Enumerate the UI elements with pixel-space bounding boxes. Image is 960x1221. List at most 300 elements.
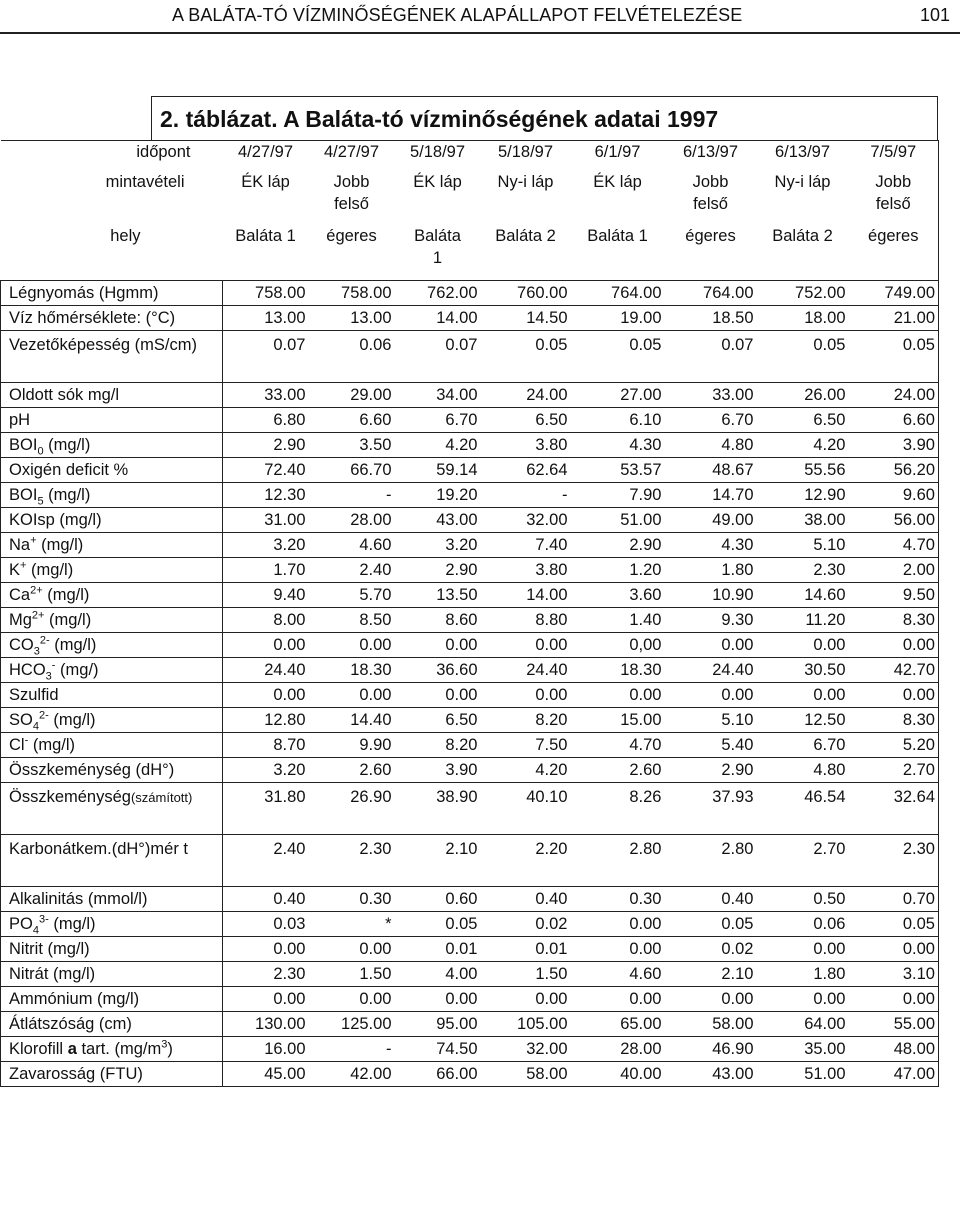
table-cell: 2.40 bbox=[309, 558, 395, 583]
table-cell: 0.05 bbox=[849, 331, 939, 383]
table-row bbox=[1, 508, 939, 533]
header-cell bbox=[223, 225, 309, 281]
table-row bbox=[1, 281, 939, 306]
table-cell: 21.00 bbox=[849, 306, 939, 331]
table-cell: 18.30 bbox=[309, 658, 395, 683]
header-cell bbox=[395, 141, 481, 171]
table-cell: 24.00 bbox=[481, 383, 571, 408]
table-cell: 6.70 bbox=[757, 733, 849, 758]
row-label: Átlátszóság (cm) bbox=[1, 1012, 223, 1037]
table-cell: 749.00 bbox=[849, 281, 939, 306]
table-row bbox=[1, 733, 939, 758]
header-cell bbox=[665, 171, 757, 225]
table-cell: 3.80 bbox=[481, 433, 571, 458]
table-cell: 0.05 bbox=[481, 331, 571, 383]
header-cell-line: ÉK láp bbox=[593, 172, 642, 191]
table-cell: 4.20 bbox=[757, 433, 849, 458]
table-cell: 19.00 bbox=[571, 306, 665, 331]
table-cell: 6.50 bbox=[481, 408, 571, 433]
table-cell: 34.00 bbox=[395, 383, 481, 408]
row-label: Cl- (mg/l) bbox=[1, 733, 223, 758]
row-label: Na+ (mg/l) bbox=[1, 533, 223, 558]
header-cell bbox=[571, 141, 665, 171]
header-cell-line: 4/27/97 bbox=[237, 143, 294, 161]
table-cell: 105.00 bbox=[481, 1012, 571, 1037]
row-label: Nitrát (mg/l) bbox=[1, 962, 223, 987]
table-cell: 12.30 bbox=[223, 483, 309, 508]
header-cell bbox=[481, 141, 571, 171]
table-cell: 0.00 bbox=[571, 683, 665, 708]
table-row bbox=[1, 887, 939, 912]
table-cell: 8.50 bbox=[309, 608, 395, 633]
table-cell: 37.93 bbox=[665, 783, 757, 835]
header-cell-line: felső bbox=[875, 194, 911, 213]
header-cell-line: Ny-i láp bbox=[497, 172, 554, 191]
table-cell: 2.90 bbox=[223, 433, 309, 458]
table-cell: 0.00 bbox=[481, 633, 571, 658]
table-cell: * bbox=[309, 912, 395, 937]
table-cell: 66.00 bbox=[395, 1062, 481, 1087]
table-cell: 0.00 bbox=[849, 633, 939, 658]
table-row bbox=[1, 533, 939, 558]
table-cell: 13.00 bbox=[223, 306, 309, 331]
table-cell: 0.00 bbox=[223, 937, 309, 962]
table-cell: 32.00 bbox=[481, 508, 571, 533]
table-cell: 0.06 bbox=[309, 331, 395, 383]
table-cell: 4.20 bbox=[395, 433, 481, 458]
row-label: $PO_4^{3-}$ (mg/l) bbox=[1, 912, 223, 937]
table-cell: 758.00 bbox=[223, 281, 309, 306]
table-cell: 764.00 bbox=[571, 281, 665, 306]
table-cell: 5.40 bbox=[665, 733, 757, 758]
table-cell: 0.00 bbox=[571, 987, 665, 1012]
table-cell: 0.03 bbox=[223, 912, 309, 937]
running-head bbox=[0, 0, 960, 34]
table-cell: 42.70 bbox=[849, 658, 939, 683]
table-row bbox=[1, 483, 939, 508]
table-cell: 0.00 bbox=[849, 937, 939, 962]
header-row-label: hely bbox=[110, 226, 141, 245]
table-row bbox=[1, 558, 939, 583]
table-cell: 764.00 bbox=[665, 281, 757, 306]
row-label: Alkalinitás (mmol/l) bbox=[1, 887, 223, 912]
table-cell: 0,00 bbox=[571, 633, 665, 658]
table-cell: 2.10 bbox=[395, 835, 481, 887]
header-cell bbox=[309, 225, 395, 281]
table-cell: 0.00 bbox=[309, 937, 395, 962]
table-cell: 2.90 bbox=[665, 758, 757, 783]
table-cell: 8.80 bbox=[481, 608, 571, 633]
table-cell: 2.30 bbox=[223, 962, 309, 987]
table-cell: 48.00 bbox=[849, 1037, 939, 1062]
table-cell: 28.00 bbox=[571, 1037, 665, 1062]
table-cell: 7.90 bbox=[571, 483, 665, 508]
table-cell: 3.10 bbox=[849, 962, 939, 987]
table-row bbox=[1, 658, 939, 683]
table-cell: 64.00 bbox=[757, 1012, 849, 1037]
table-cell: 4.30 bbox=[571, 433, 665, 458]
table-cell: 40.00 bbox=[571, 1062, 665, 1087]
table-cell: 3.80 bbox=[481, 558, 571, 583]
table-cell: 6.60 bbox=[309, 408, 395, 433]
table-cell: 51.00 bbox=[757, 1062, 849, 1087]
table-cell: 0.07 bbox=[223, 331, 309, 383]
header-cell bbox=[481, 171, 571, 225]
table-cell: 1.20 bbox=[571, 558, 665, 583]
header-cell-line: 6/1/97 bbox=[594, 143, 641, 161]
table-cell: 1.40 bbox=[571, 608, 665, 633]
table-row bbox=[1, 383, 939, 408]
table-cell: 0.40 bbox=[481, 887, 571, 912]
row-label: Összkeménység(számított) bbox=[1, 783, 223, 835]
table-cell: 1.80 bbox=[757, 962, 849, 987]
table-cell: 0.07 bbox=[665, 331, 757, 383]
row-label: Vezetőképesség (mS/cm) bbox=[1, 331, 223, 383]
table-cell: 3.60 bbox=[571, 583, 665, 608]
header-cell-line: Baláta 1 bbox=[587, 226, 648, 245]
table-cell: 0.00 bbox=[223, 683, 309, 708]
table-cell: - bbox=[481, 483, 571, 508]
table-cell: 0.01 bbox=[481, 937, 571, 962]
table-cell: 0.05 bbox=[849, 912, 939, 937]
table-cell: 0.05 bbox=[757, 331, 849, 383]
row-label: Oldott sók mg/l bbox=[1, 383, 223, 408]
table-cell: 0.02 bbox=[665, 937, 757, 962]
header-cell-line: égeres bbox=[326, 226, 377, 245]
header-cell bbox=[309, 171, 395, 225]
table-row bbox=[1, 583, 939, 608]
table-cell: 0.00 bbox=[665, 633, 757, 658]
table-cell: 18.30 bbox=[571, 658, 665, 683]
table-cell: 1.70 bbox=[223, 558, 309, 583]
table-cell: 45.00 bbox=[223, 1062, 309, 1087]
row-label: $BOI_0$ (mg/l) bbox=[1, 433, 223, 458]
table-cell: 15.00 bbox=[571, 708, 665, 733]
header-row-label: időpont bbox=[1, 141, 223, 171]
table-cell: 36.60 bbox=[395, 658, 481, 683]
header-cell-line: Jobb bbox=[875, 172, 912, 191]
table-cell: 0.07 bbox=[395, 331, 481, 383]
table-cell: 32.64 bbox=[849, 783, 939, 835]
table-cell: 762.00 bbox=[395, 281, 481, 306]
table-cell: 8.20 bbox=[481, 708, 571, 733]
table-cell: 10.90 bbox=[665, 583, 757, 608]
table-cell: 2.80 bbox=[571, 835, 665, 887]
header-cell bbox=[395, 225, 481, 281]
table-cell: 1.80 bbox=[665, 558, 757, 583]
table-cell: 32.00 bbox=[481, 1037, 571, 1062]
table-cell: 24.40 bbox=[223, 658, 309, 683]
header-cell bbox=[571, 171, 665, 225]
row-label: $Ca^{2+}$ (mg/l) bbox=[1, 583, 223, 608]
table-cell: 33.00 bbox=[223, 383, 309, 408]
table-cell: 0.05 bbox=[395, 912, 481, 937]
table-cell: 51.00 bbox=[571, 508, 665, 533]
header-cell-line: Ny-i láp bbox=[774, 172, 831, 191]
table-cell: 56.20 bbox=[849, 458, 939, 483]
table-cell: 0.00 bbox=[849, 683, 939, 708]
table-cell: 43.00 bbox=[665, 1062, 757, 1087]
table-cell: 2.30 bbox=[849, 835, 939, 887]
table-cell: - bbox=[309, 1037, 395, 1062]
table-row bbox=[1, 306, 939, 331]
table-cell: 12.50 bbox=[757, 708, 849, 733]
table-cell: 33.00 bbox=[665, 383, 757, 408]
page-number: 101 bbox=[919, 5, 950, 25]
table-row bbox=[1, 683, 939, 708]
table-caption: 2. táblázat. A Baláta-tó vízminőségének adatai 1997 bbox=[151, 96, 938, 140]
row-label: Oxigén deficit % bbox=[1, 458, 223, 483]
table-row bbox=[1, 1062, 939, 1087]
table-cell: 0.00 bbox=[481, 683, 571, 708]
header-row-label: mintavételi bbox=[105, 172, 185, 191]
table-cell: 0.02 bbox=[481, 912, 571, 937]
row-label: $Mg^{2+}$ (mg/l) bbox=[1, 608, 223, 633]
table-cell: 2.20 bbox=[481, 835, 571, 887]
header-cell-line: 1 bbox=[432, 248, 443, 267]
table-cell: - bbox=[309, 483, 395, 508]
table-cell: 6.50 bbox=[757, 408, 849, 433]
header-cell bbox=[849, 141, 939, 171]
table-cell: 2.90 bbox=[571, 533, 665, 558]
table-cell: 42.00 bbox=[309, 1062, 395, 1087]
table-cell: 0.00 bbox=[309, 683, 395, 708]
table-cell: 0.00 bbox=[665, 987, 757, 1012]
header-row bbox=[1, 141, 939, 171]
table-cell: 49.00 bbox=[665, 508, 757, 533]
table-cell: 26.90 bbox=[309, 783, 395, 835]
table-cell: 38.00 bbox=[757, 508, 849, 533]
table-cell: 19.20 bbox=[395, 483, 481, 508]
table-cell: 0.00 bbox=[223, 987, 309, 1012]
table-cell: 2.40 bbox=[223, 835, 309, 887]
table-cell: 14.60 bbox=[757, 583, 849, 608]
table-cell: 55.56 bbox=[757, 458, 849, 483]
table-cell: 9.40 bbox=[223, 583, 309, 608]
table-cell: 0.00 bbox=[395, 633, 481, 658]
table-cell: 0.00 bbox=[757, 633, 849, 658]
row-label: K+ (mg/l) bbox=[1, 558, 223, 583]
table-cell: 0.60 bbox=[395, 887, 481, 912]
table-cell: 3.20 bbox=[395, 533, 481, 558]
table-cell: 55.00 bbox=[849, 1012, 939, 1037]
table-row bbox=[1, 433, 939, 458]
row-label: $CO_3^{2-}$ (mg/l) bbox=[1, 633, 223, 658]
table-cell: 56.00 bbox=[849, 508, 939, 533]
header-cell bbox=[481, 225, 571, 281]
table-cell: 8.60 bbox=[395, 608, 481, 633]
table-cell: 2.00 bbox=[849, 558, 939, 583]
header-cell bbox=[309, 141, 395, 171]
row-label: Nitrit (mg/l) bbox=[1, 937, 223, 962]
header-cell bbox=[223, 141, 309, 171]
row-label: Víz hőmérséklete: (°C) bbox=[1, 306, 223, 331]
table-cell: 0.30 bbox=[571, 887, 665, 912]
table-cell: 95.00 bbox=[395, 1012, 481, 1037]
table-cell: 8.30 bbox=[849, 708, 939, 733]
table-cell: 46.90 bbox=[665, 1037, 757, 1062]
table-cell: 130.00 bbox=[223, 1012, 309, 1037]
table-row bbox=[1, 708, 939, 733]
table-cell: 0.00 bbox=[481, 987, 571, 1012]
header-row bbox=[1, 171, 939, 225]
header-cell-line: Baláta 2 bbox=[495, 226, 556, 245]
table-row bbox=[1, 331, 939, 383]
row-label: Zavarosság (FTU) bbox=[1, 1062, 223, 1087]
row-label: Összkeménység (dH°) bbox=[1, 758, 223, 783]
table-row bbox=[1, 1037, 939, 1062]
table-cell: 9.60 bbox=[849, 483, 939, 508]
header-cell-line: Baláta 1 bbox=[235, 226, 296, 245]
table-row bbox=[1, 408, 939, 433]
header-cell bbox=[849, 171, 939, 225]
row-label: KOIsp (mg/l) bbox=[1, 508, 223, 533]
table-cell: 4.20 bbox=[481, 758, 571, 783]
table-cell: 0.30 bbox=[309, 887, 395, 912]
table-cell: 48.67 bbox=[665, 458, 757, 483]
table-cell: 66.70 bbox=[309, 458, 395, 483]
table-cell: 6.70 bbox=[395, 408, 481, 433]
table-cell: 0.00 bbox=[395, 987, 481, 1012]
row-label: Szulfid bbox=[1, 683, 223, 708]
table-cell: 29.00 bbox=[309, 383, 395, 408]
table-cell: 31.00 bbox=[223, 508, 309, 533]
table-cell: 0.00 bbox=[849, 987, 939, 1012]
header-cell bbox=[757, 171, 849, 225]
table-cell: 74.50 bbox=[395, 1037, 481, 1062]
table-cell: 3.20 bbox=[223, 533, 309, 558]
table-cell: 0.06 bbox=[757, 912, 849, 937]
table-cell: 65.00 bbox=[571, 1012, 665, 1037]
table-cell: 6.10 bbox=[571, 408, 665, 433]
header-cell-line: 4/27/97 bbox=[323, 143, 380, 161]
table-cell: 0.00 bbox=[309, 633, 395, 658]
table-cell: 4.70 bbox=[849, 533, 939, 558]
table-cell: 46.54 bbox=[757, 783, 849, 835]
table-cell: 14.70 bbox=[665, 483, 757, 508]
table-cell: 8.70 bbox=[223, 733, 309, 758]
table-cell: 6.50 bbox=[395, 708, 481, 733]
table-cell: 24.40 bbox=[665, 658, 757, 683]
table-cell: 12.90 bbox=[757, 483, 849, 508]
row-label: Ammónium (mg/l) bbox=[1, 987, 223, 1012]
header-cell-line: felső bbox=[334, 194, 369, 213]
table-cell: 9.30 bbox=[665, 608, 757, 633]
header-cell bbox=[223, 171, 309, 225]
table-cell: 5.20 bbox=[849, 733, 939, 758]
table-row bbox=[1, 758, 939, 783]
table-cell: 0.00 bbox=[309, 987, 395, 1012]
table-cell: 13.50 bbox=[395, 583, 481, 608]
table-cell: 0.00 bbox=[223, 633, 309, 658]
table-cell: 758.00 bbox=[309, 281, 395, 306]
table-cell: 0.00 bbox=[757, 987, 849, 1012]
table-row bbox=[1, 987, 939, 1012]
header-cell bbox=[571, 225, 665, 281]
table-cell: 0.00 bbox=[571, 937, 665, 962]
table-cell: 0.50 bbox=[757, 887, 849, 912]
table-cell: 4.80 bbox=[757, 758, 849, 783]
table-cell: 31.80 bbox=[223, 783, 309, 835]
table-cell: 4.00 bbox=[395, 962, 481, 987]
table-cell: 8.20 bbox=[395, 733, 481, 758]
table-row bbox=[1, 783, 939, 835]
header-cell-line: Baláta bbox=[414, 226, 461, 245]
table-cell: 14.00 bbox=[395, 306, 481, 331]
header-cell-line: Jobb bbox=[333, 172, 370, 191]
table-cell: 2.90 bbox=[395, 558, 481, 583]
header-cell-line: felső bbox=[693, 194, 728, 213]
table-cell: 59.14 bbox=[395, 458, 481, 483]
table-cell: 38.90 bbox=[395, 783, 481, 835]
table-cell: 0.00 bbox=[757, 683, 849, 708]
row-label: Karbonátkem.(dH°)mér t bbox=[1, 835, 223, 887]
table-cell: 12.80 bbox=[223, 708, 309, 733]
table-cell: 30.50 bbox=[757, 658, 849, 683]
table-cell: 1.50 bbox=[309, 962, 395, 987]
table-cell: 5.10 bbox=[757, 533, 849, 558]
table-cell: 72.40 bbox=[223, 458, 309, 483]
table-cell: 6.70 bbox=[665, 408, 757, 433]
table-cell: 14.40 bbox=[309, 708, 395, 733]
header-cell-line: ÉK láp bbox=[241, 172, 290, 191]
table-cell: 40.10 bbox=[481, 783, 571, 835]
table-cell: 13.00 bbox=[309, 306, 395, 331]
table-cell: 6.60 bbox=[849, 408, 939, 433]
table-cell: 2.30 bbox=[757, 558, 849, 583]
table-cell: 2.60 bbox=[571, 758, 665, 783]
table-cell: 7.50 bbox=[481, 733, 571, 758]
header-cell bbox=[665, 225, 757, 281]
table-cell: 28.00 bbox=[309, 508, 395, 533]
table-cell: 0.00 bbox=[665, 683, 757, 708]
table-cell: 0.00 bbox=[571, 912, 665, 937]
header-cell bbox=[757, 225, 849, 281]
table-cell: 0.40 bbox=[665, 887, 757, 912]
table-cell: 9.50 bbox=[849, 583, 939, 608]
table-cell: 18.00 bbox=[757, 306, 849, 331]
table-cell: 8.26 bbox=[571, 783, 665, 835]
table-cell: 58.00 bbox=[481, 1062, 571, 1087]
table-cell: 4.60 bbox=[309, 533, 395, 558]
header-cell-line: 5/18/97 bbox=[497, 143, 554, 161]
header-cell-line: Jobb bbox=[692, 172, 729, 191]
table-cell: 0.00 bbox=[757, 937, 849, 962]
table-cell: 58.00 bbox=[665, 1012, 757, 1037]
table-cell: 16.00 bbox=[223, 1037, 309, 1062]
table-cell: 9.90 bbox=[309, 733, 395, 758]
table-cell: 7.40 bbox=[481, 533, 571, 558]
table-cell: 53.57 bbox=[571, 458, 665, 483]
row-label: Klorofill a tart. $(mg/m^3)$ bbox=[1, 1037, 223, 1062]
table-cell: 125.00 bbox=[309, 1012, 395, 1037]
table-cell: 2.30 bbox=[309, 835, 395, 887]
water-quality-table bbox=[0, 140, 939, 1087]
header-cell-line: égeres bbox=[868, 226, 919, 245]
table-row bbox=[1, 835, 939, 887]
table-cell: 0.01 bbox=[395, 937, 481, 962]
table-cell: 35.00 bbox=[757, 1037, 849, 1062]
row-label: Légnyomás (Hgmm) bbox=[1, 281, 223, 306]
table-cell: 1.50 bbox=[481, 962, 571, 987]
table-cell: 2.80 bbox=[665, 835, 757, 887]
header-cell-line: 6/13/97 bbox=[774, 143, 831, 161]
table-cell: 3.90 bbox=[849, 433, 939, 458]
table-cell: 14.00 bbox=[481, 583, 571, 608]
table-row bbox=[1, 1012, 939, 1037]
table-cell: 0.00 bbox=[395, 683, 481, 708]
table-cell: 14.50 bbox=[481, 306, 571, 331]
